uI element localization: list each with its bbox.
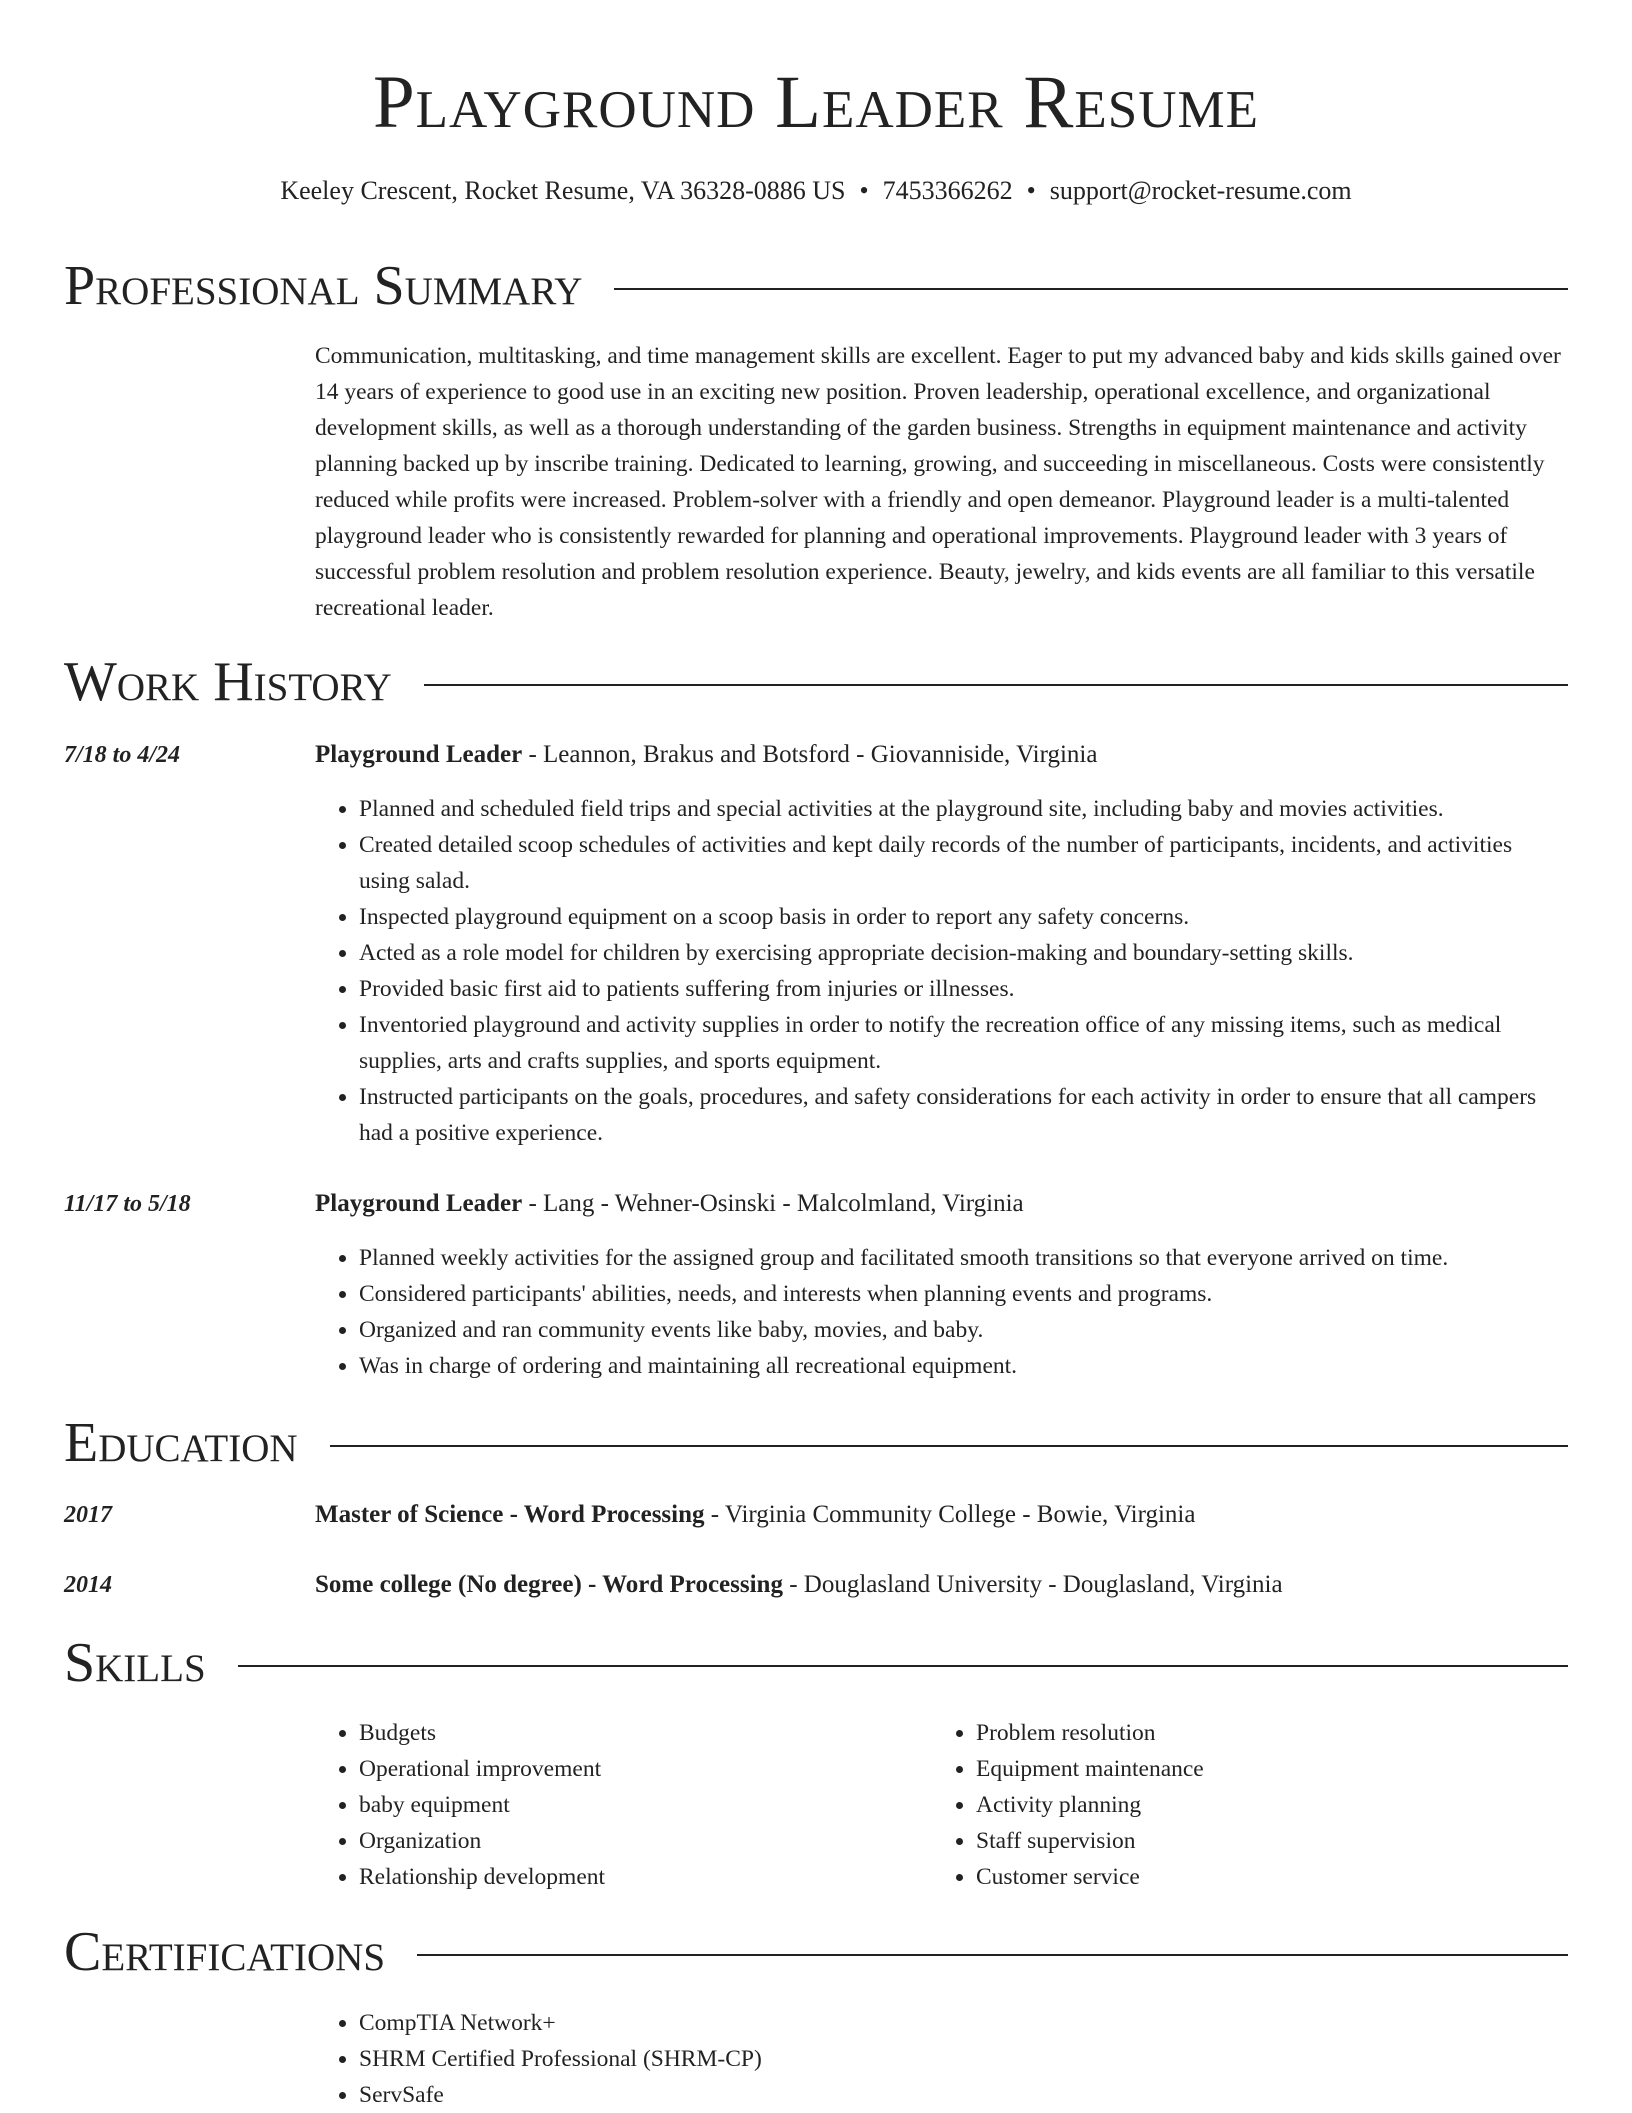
skill-item: • Activity planning [976,1787,1568,1823]
education-entry [315,1567,1568,1603]
list-item: • Inspected playground equipment on a scoop basis in order to report any safety concerns. [359,899,1568,935]
section-divider [238,1665,1568,1667]
job-bullets [315,1240,1568,1384]
skill-item: • Organization [359,1823,929,1859]
section-title: Skills [64,1632,206,1694]
job-details: - Lang - Wehner-Osinski - Malcolmland, Virginia [522,1190,1024,1217]
skill-item: • Relationship development [359,1859,929,1895]
job-title: Playground Leader [315,741,523,768]
skill-item: • Customer service [976,1859,1568,1895]
skills-list-right [932,1715,1568,1895]
contact-email[interactable]: support@rocket-resume.com [1049,176,1352,205]
list-item: • Instructed participants on the goals, procedures, and safety considerations for each activity in order to ensure that all campers had a positive experience. [359,1079,1568,1151]
certification-item: • SHRM Certified Professional (SHRM-CP) [359,2041,1568,2077]
certifications-list [315,2005,1568,2113]
skill-item: • Budgets [359,1715,929,1751]
skills-list-left [315,1715,929,1895]
education-details: - Douglasland University - Douglasland, Virginia [782,1571,1283,1598]
skill-item: • Staff supervision [976,1823,1568,1859]
job-bullets [315,791,1568,1151]
section-header-certifications [64,1921,1568,1983]
section-divider [424,684,1568,686]
section-header-summary [64,255,1568,317]
skill-item: • Problem resolution [976,1715,1568,1751]
section-title: Work History [64,651,392,713]
skill-item: • Equipment maintenance [976,1751,1568,1787]
section-divider [614,288,1568,290]
education-degree: Master of Science - Word Processing [315,1501,705,1528]
resume-title: Playground Leader Resume [372,61,1260,144]
contact-phone: 7453366262 [882,176,1013,205]
job-dates: 11/17 to 5/18 [64,1191,191,1217]
section-title: Certifications [64,1921,386,1983]
skill-item: • baby equipment [359,1787,929,1823]
certification-item: • ServSafe [359,2077,1568,2113]
education-entry [315,1497,1568,1533]
list-item: • Planned and scheduled field trips and special activities at the playground site, including baby and movies activities. [359,791,1568,827]
education-year: 2014 [64,1572,112,1598]
contact-line [0,174,1632,208]
skill-item: • Operational improvement [359,1751,929,1787]
job-title: Playground Leader [315,1190,523,1217]
job-heading [315,1186,1568,1222]
education-degree: Some college (No degree) - Word Processing [315,1571,783,1598]
section-divider [417,1954,1568,1956]
certification-item: • CompTIA Network+ [359,2005,1568,2041]
list-item: • Considered participants' abilities, needs, and interests when planning events and programs. [359,1276,1568,1312]
section-header-work-history [64,651,1568,713]
job-dates: 7/18 to 4/24 [64,742,181,768]
section-title: Professional Summary [64,255,583,317]
contact-address: Keeley Crescent, Rocket Resume, VA 36328-0886 US [280,176,846,205]
job-details: - Leannon, Brakus and Botsford - Giovanniside, Virginia [522,741,1098,768]
section-header-education [64,1412,1568,1474]
list-item: • Provided basic first aid to patients suffering from injuries or illnesses. [359,971,1568,1007]
list-item: • Acted as a role model for children by exercising appropriate decision-making and boundary-setting skills. [359,935,1568,971]
job-heading [315,737,1568,773]
list-item: • Created detailed scoop schedules of activities and kept daily records of the number of participants, incidents, and activities using salad. [359,827,1568,899]
education-details: - Virginia Community College - Bowie, Virginia [704,1501,1196,1528]
section-header-skills [64,1632,1568,1694]
section-title: Education [64,1412,298,1474]
summary-text: Communication, multitasking, and time management skills are excellent. Eager to put my advanced baby and kids skills gained over 14 years of experience to good use in an exciting new position. Proven leadership, operational excellence, and organizational development skills, as well as a thorough understanding of the garden business. Strengths in equipment maintenance and activity planning backed up by inscribe training. Dedicated to learning, growing, and succeeding in miscellaneous. Costs were consistently reduced while profits were increased. Problem-solver with a friendly and open demeanor. Playground leader is a multi-talented playground leader who is consistently rewarded for planning and operational improvements. Playground leader with 3 years of successful problem resolution and problem resolution experience. Beauty, jewelry, and kids events are all familiar to this versatile recreational leader. [315,343,1561,621]
contact-separator: • [859,176,869,205]
section-divider [330,1445,1568,1447]
list-item: • Organized and ran community events like baby, movies, and baby. [359,1312,1568,1348]
education-year: 2017 [64,1502,112,1528]
list-item: • Inventoried playground and activity supplies in order to notify the recreation office of any missing items, such as medical supplies, arts and crafts supplies, and sports equipment. [359,1007,1568,1079]
contact-separator: • [1026,176,1036,205]
list-item: • Planned weekly activities for the assigned group and facilitated smooth transitions so that everyone arrived on time. [359,1240,1568,1276]
list-item: • Was in charge of ordering and maintaining all recreational equipment. [359,1348,1568,1384]
